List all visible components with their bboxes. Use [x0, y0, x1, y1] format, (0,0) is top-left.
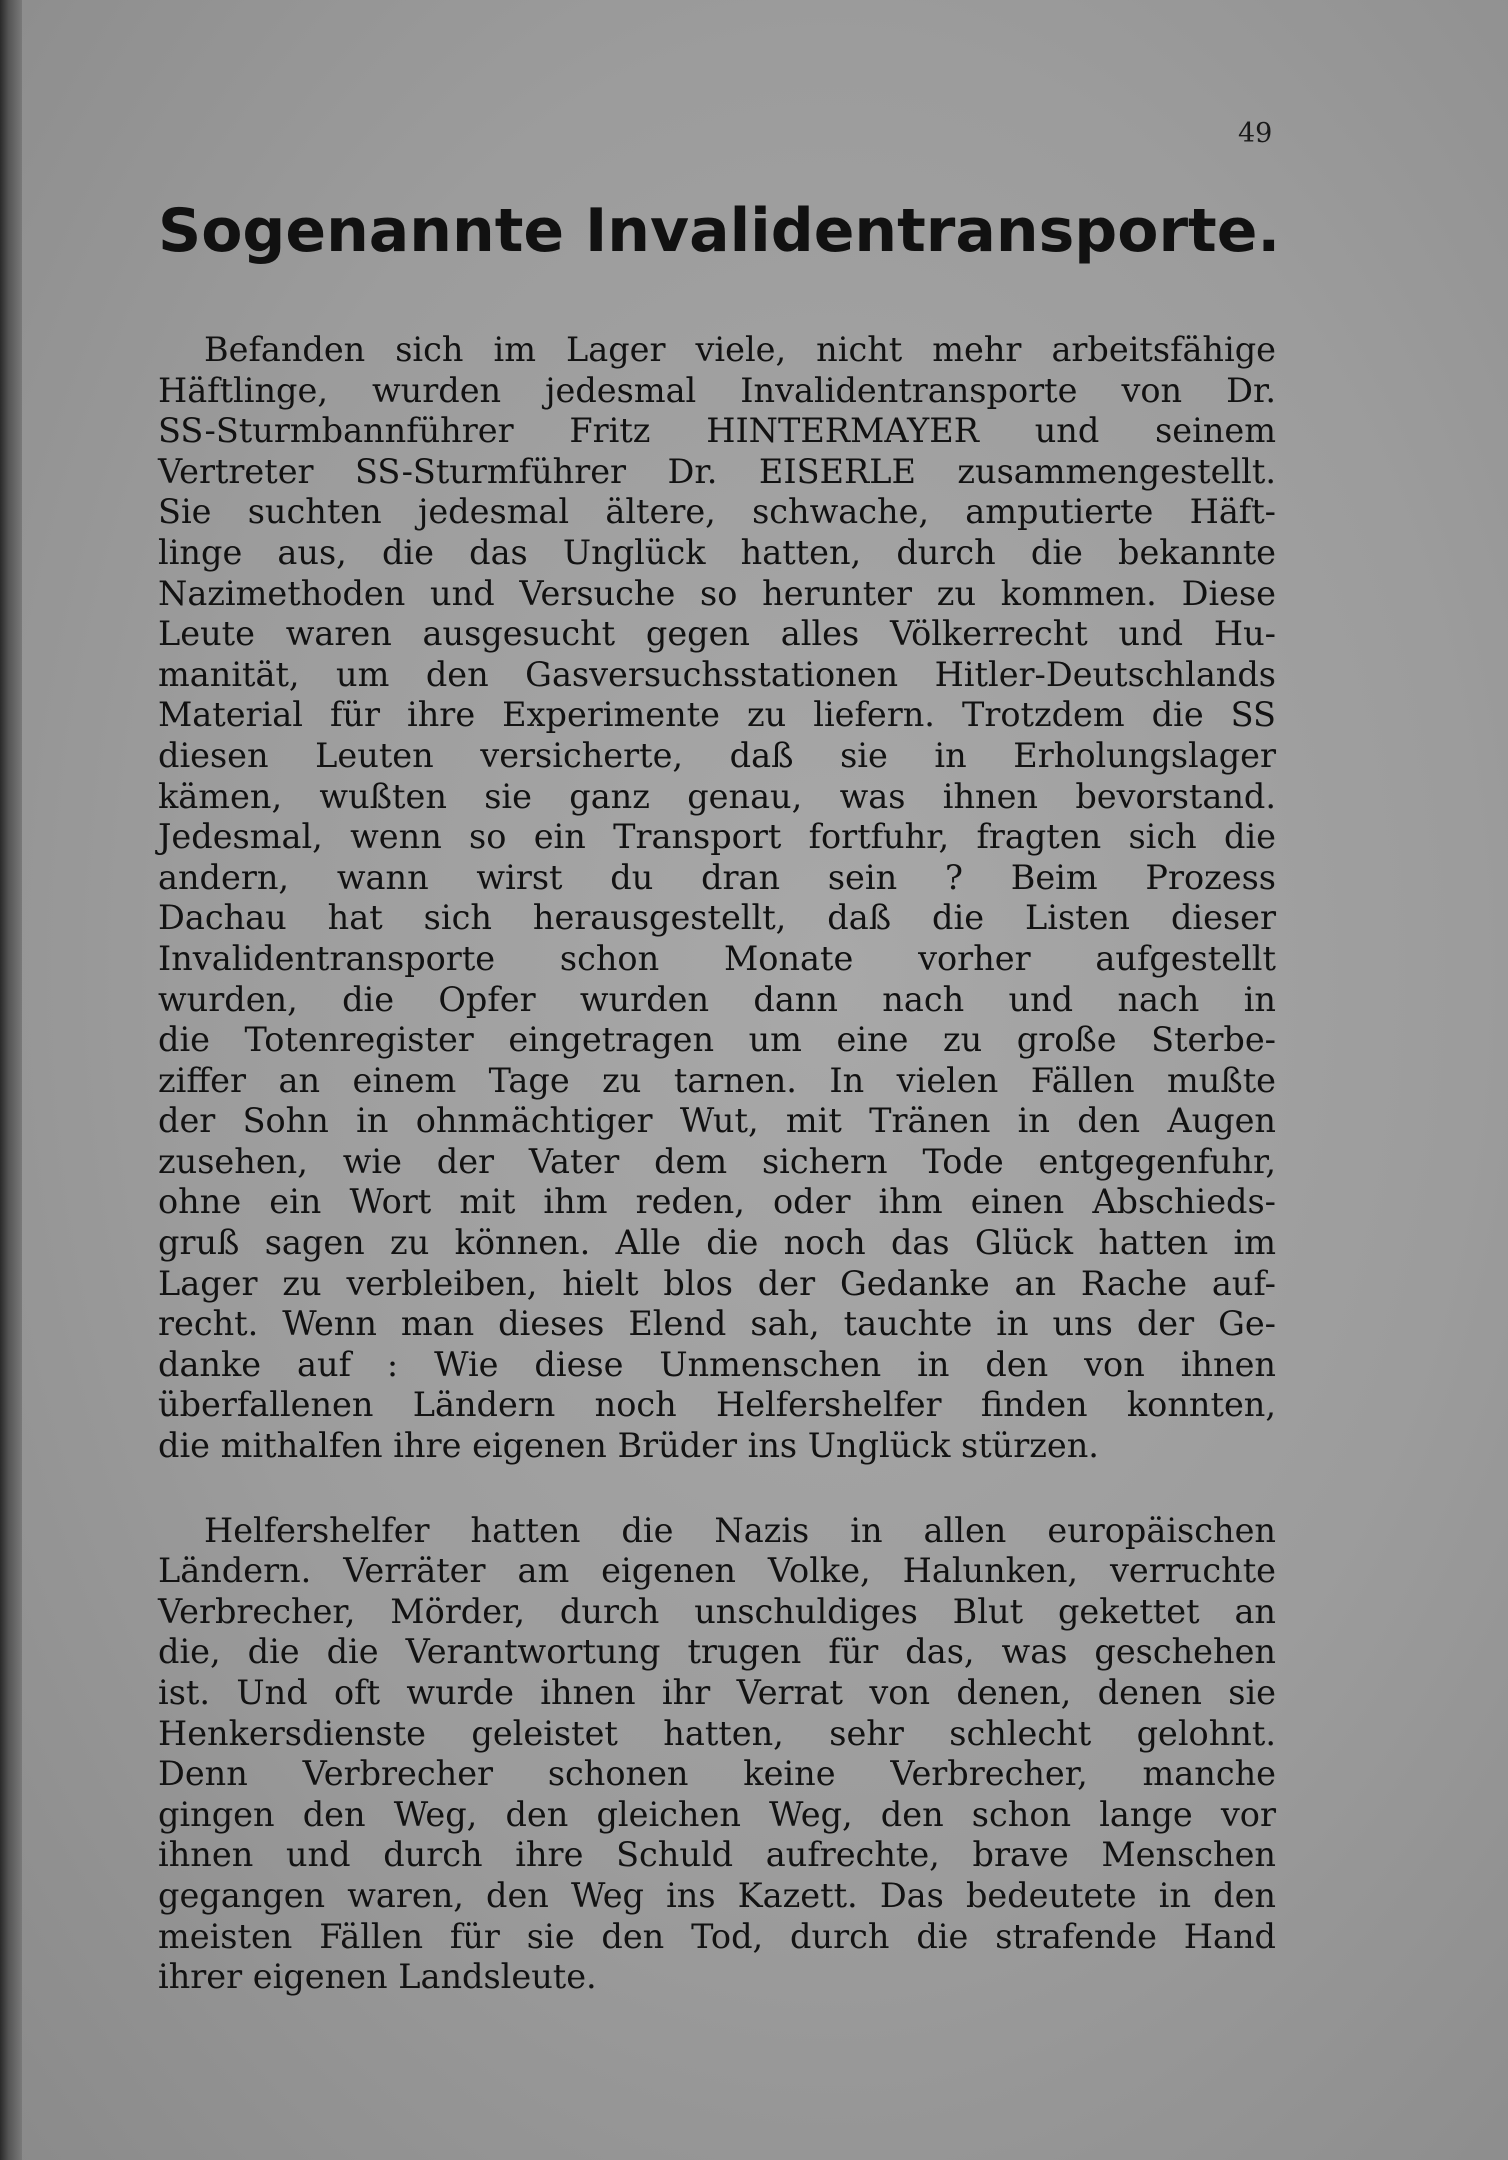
text-line: ohne ein Wort mit ihm reden, oder ihm einen Abschieds- — [158, 1182, 1276, 1222]
text-line: zusehen, wie der Vater dem sichern Tode entgegenfuhr, — [158, 1141, 1276, 1181]
text-line: die mithalfen ihre eigenen Brüder ins Unglück stürzen. — [158, 1426, 1099, 1466]
text-line: Material für ihre Experimente zu liefern. Trotzdem die SS — [158, 695, 1276, 735]
text-line: Jedesmal, wenn so ein Transport fortfuhr, fragten sich die — [158, 817, 1276, 857]
text-line: Nazimethoden und Versuche so herunter zu kommen. Diese — [158, 573, 1276, 613]
text-line: der Sohn in ohnmächtiger Wut, mit Tränen in den Augen — [158, 1101, 1276, 1141]
text-line: überfallenen Ländern noch Helfershelfer finden konnten, — [158, 1385, 1276, 1425]
text-line: Sie suchten jedesmal ältere, schwache, amputierte Häft- — [158, 492, 1276, 532]
text-line: Invalidentransporte schon Monate vorher aufgestellt — [158, 938, 1276, 978]
text-line: meisten Fällen für sie den Tod, durch die strafende Hand — [158, 1916, 1276, 1956]
text-line: diesen Leuten versicherte, daß sie in Erholungslager — [158, 735, 1276, 775]
paragraph-2 — [158, 1511, 1276, 1998]
text-line: ziffer an einem Tage zu tarnen. In vielen Fällen mußte — [158, 1060, 1276, 1100]
text-line: Verbrecher, Mörder, durch unschuldiges Blut gekettet an — [158, 1591, 1276, 1631]
text-line: Henkersdienste geleistet hatten, sehr schlecht gelohnt. — [158, 1713, 1276, 1753]
text-line: ihrer eigenen Landsleute. — [158, 1957, 597, 1997]
text-line: Ländern. Verräter am eigenen Volke, Halunken, verruchte — [158, 1551, 1276, 1591]
text-line: wurden, die Opfer wurden dann nach und nach in — [158, 979, 1276, 1019]
chapter-body — [158, 330, 1276, 1998]
text-line: andern, wann wirst du dran sein ? Beim Prozess — [158, 857, 1276, 897]
text-line: linge aus, die das Unglück hatten, durch die bekannte — [158, 532, 1276, 572]
text-line: Dachau hat sich herausgestellt, daß die Listen dieser — [158, 898, 1276, 938]
text-line: die, die die Verantwortung trugen für das, was geschehen — [158, 1632, 1276, 1672]
text-line: recht. Wenn man dieses Elend sah, tauchte in uns der Ge- — [158, 1304, 1276, 1344]
page-number: 49 — [1238, 118, 1273, 149]
chapter-title: Sogenannte Invalidentransporte. — [158, 196, 1281, 266]
text-line: Befanden sich im Lager viele, nicht mehr arbeitsfähige — [204, 330, 1276, 369]
text-line: gingen den Weg, den gleichen Weg, den schon lange vor — [158, 1794, 1276, 1834]
text-line: Leute waren ausgesucht gegen alles Völkerrecht und Hu- — [158, 614, 1276, 654]
paragraph-1 — [158, 330, 1276, 1467]
text-line: danke auf : Wie diese Unmenschen in den von ihnen — [158, 1344, 1276, 1384]
text-line: kämen, wußten sie ganz genau, was ihnen bevorstand. — [158, 776, 1276, 816]
text-line: ihnen und durch ihre Schuld aufrechte, brave Menschen — [158, 1835, 1276, 1875]
text-line: ist. Und oft wurde ihnen ihr Verrat von denen, denen sie — [158, 1673, 1276, 1712]
text-line: Vertreter SS-Sturmführer Dr. EISERLE zusammengestellt. — [158, 451, 1276, 491]
text-line: SS-Sturmbannführer Fritz HINTERMAYER und seinem — [158, 411, 1276, 451]
paragraph-gap — [158, 1467, 1276, 1511]
text-line: Lager zu verbleiben, hielt blos der Gedanke an Rache auf- — [158, 1263, 1276, 1303]
text-line: die Totenregister eingetragen um eine zu große Sterbe- — [158, 1020, 1276, 1060]
text-line: gruß sagen zu können. Alle die noch das Glück hatten im — [158, 1223, 1276, 1263]
text-line: manität, um den Gasversuchsstationen Hitler-Deutschlands — [158, 654, 1276, 694]
text-line: Häftlinge, wurden jedesmal Invalidentransporte von Dr. — [158, 370, 1276, 410]
text-line: Denn Verbrecher schonen keine Verbrecher, manche — [158, 1754, 1276, 1794]
text-line: gegangen waren, den Weg ins Kazett. Das bedeutete in den — [158, 1875, 1276, 1915]
book-binding-edge — [0, 0, 22, 2160]
text-line: Helfershelfer hatten die Nazis in allen europäischen — [204, 1510, 1276, 1550]
